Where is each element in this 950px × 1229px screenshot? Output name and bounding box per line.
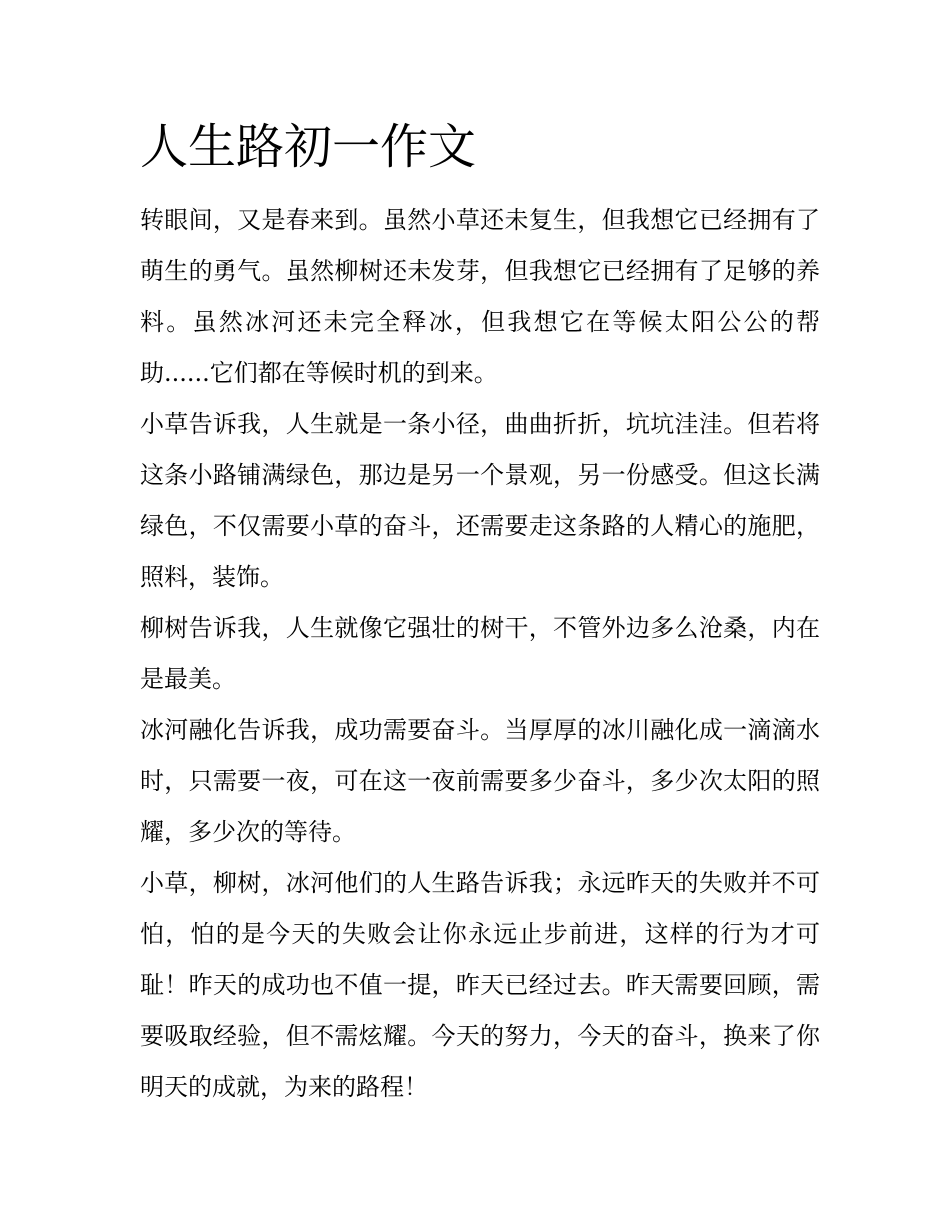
paragraph-1: 转眼间，又是春来到。虽然小草还未复生，但我想它已经拥有了萌生的勇气。虽然柳树还未发芽，但我想它已经拥有了足够的养料。虽然冰河还未完全释冰，但我想它在等候太阳公公的帮助......它们都在等候时机的到来。 [140,206,820,387]
paragraph-2: 小草告诉我，人生就是一条小径，曲曲折折，坑坑洼洼。但若将这条小路铺满绿色，那边是另一个景观，另一份感受。但这长满绿色，不仅需要小草的奋斗，还需要走这条路的人精心的施肥，照料，装饰。 [140,410,820,591]
paragraph-3: 柳树告诉我，人生就像它强壮的树干，不管外边多么沧桑，内在是最美。 [140,614,820,693]
paragraph-5: 小草，柳树，冰河他们的人生路告诉我；永远昨天的失败并不可怕，怕的是今天的失败会让你永远止步前进，这样的行为才可耻！昨天的成功也不值一提，昨天已经过去。昨天需要回顾，需要吸取经验，但不需炫耀。今天的努力，今天的奋斗，换来了你明天的成就，为来的路程！ [140,869,820,1101]
paragraph-4: 冰河融化告诉我，成功需要奋斗。当厚厚的冰川融化成一滴滴水时，只需要一夜，可在这一夜前需要多少奋斗，多少次太阳的照耀，多少次的等待。 [140,716,820,846]
document-body [140,195,820,1113]
document-title: 人生路初一作文 [140,119,477,175]
